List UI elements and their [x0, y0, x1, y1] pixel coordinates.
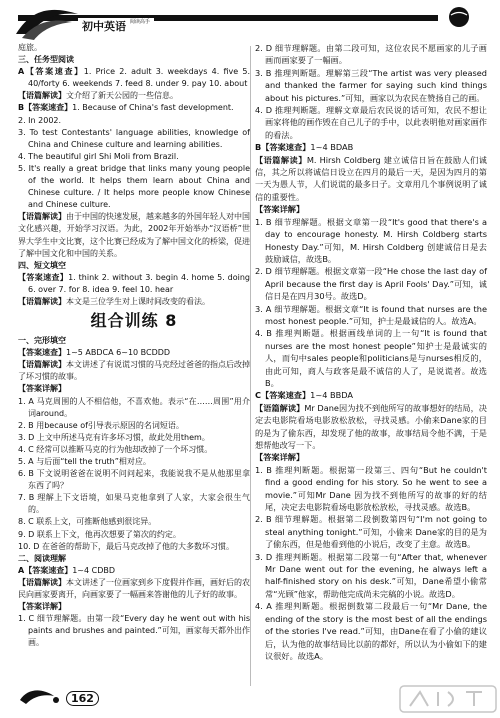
paragraph-text: 1~5 ABDCA 6~10 BCDDD	[66, 348, 171, 358]
paragraph-text: 2. In 2002.	[18, 115, 62, 125]
answer-paragraph	[18, 163, 250, 211]
paragraph-text: 1~4 BBDA	[310, 390, 354, 401]
paragraph-text: 2. B 用because of引导表示原因的名词短语。	[18, 420, 184, 430]
answer-paragraph	[255, 389, 487, 401]
answer-paragraph	[18, 272, 250, 296]
header-title: 初中英语 $^{阅读高手}$	[78, 18, 154, 34]
column-divider	[250, 46, 251, 686]
answer-tag: 【答案详解】	[255, 204, 305, 215]
watermark-stamp-icon	[398, 684, 498, 714]
answer-paragraph	[18, 396, 250, 420]
section-heading: 一、完形填空	[18, 336, 66, 346]
paragraph-text: 10. D 在爸爸的帮助下，最后马克改掉了他的大多数坏习惯。	[18, 541, 234, 551]
answer-tag: 【语篇解读】	[18, 91, 66, 101]
section-heading: 三、任务型阅读	[18, 55, 74, 65]
paragraph-text: 1. Price 2. adult 3. weekdays 4. five 5. 40/forty 6. weekends 7. feed 8. under 9. pay 10. about	[28, 67, 250, 89]
paragraph-text: 1. B 细节理解题。根据文章第一段“It's good that there's a day to encourage honesty. M. Hirsh Coldberg starts Honesty Day.”可知，M. Hirsh Coldberg 创建诚信日是去鼓励诚信，故选B。	[255, 216, 487, 264]
paragraph-text: 1. B 推理判断题。根据第一段第三、四句“But he couldn't find a good ending for his story. So he went to see a movie.”可知Mr Dane 因为找不到他所写的故事的好的结尾，决定去电影院看场电影放松放松，寻找灵感。故选B。	[255, 464, 487, 513]
page-footer	[18, 686, 138, 710]
answer-paragraph	[255, 141, 487, 153]
answer-tag: 【语篇解读】	[18, 212, 66, 222]
answer-paragraph	[255, 216, 487, 266]
answer-paragraph	[18, 577, 250, 601]
ball-icon	[448, 6, 470, 28]
paragraph-text: 1. think 2. without 3. begin 4. home 5. doing 6. over 7. for 8. idea 9. feel 10. hear	[28, 272, 250, 294]
answer-paragraph	[18, 468, 250, 492]
section-title	[18, 311, 250, 331]
answer-paragraph	[18, 529, 250, 541]
answer-paragraph	[18, 66, 250, 90]
answer-paragraph	[18, 516, 250, 528]
paragraph-text: 1~4 CDBD	[72, 565, 116, 575]
paragraph-text: 本文是三位学生对上课时间改变的看法。	[66, 296, 210, 306]
answer-paragraph	[18, 420, 250, 432]
paragraph-text: 庭旅。	[18, 43, 42, 52]
answer-paragraph	[255, 451, 487, 463]
answer-paragraph	[255, 327, 487, 389]
answer-paragraph	[18, 211, 250, 259]
answer-paragraph	[18, 151, 250, 163]
answer-paragraph	[255, 600, 487, 662]
paragraph-text: 3. A 细节理解题。根据文章“It is found that nurses are the most honest people.”可知，护士是最诚信的人。故选A。	[255, 303, 487, 326]
paragraph-text: 3. D 推理判断题。根据第二段第一句“After that, whenever Mr Dane went out for the evening, he always left a half-finished story on his desk.”可知，Dane希望小偷常常“光顾”他家，帮助他完成尚未完稿的小说。故选D。	[255, 551, 487, 599]
answer-tag: 【答案详解】	[18, 384, 66, 394]
paragraph-text: 3. B 推理判断题。理解第三段“The artist was very pleased and thanked the farmer for saying such kind things about his pictures.”可知，画家以为农民在赞扬自己的画。	[255, 67, 487, 103]
section-title-text: 组合训练 8	[90, 311, 178, 331]
answer-paragraph	[255, 402, 487, 452]
paragraph-text: 5. It's really a great bridge that links many young people of the world. It helps them learn about China and Chinese culture. / It helps more people know Chinese and Chinese culture.	[18, 163, 250, 210]
left-column	[18, 42, 250, 650]
answer-tag: 【语篇解读】	[18, 577, 66, 587]
answer-paragraph	[18, 613, 250, 649]
answer-tag: 【答案详解】	[18, 602, 66, 612]
answer-paragraph	[255, 104, 487, 141]
answer-tag: 【语篇解读】	[255, 402, 305, 413]
header-subtitle: 阅读高手	[129, 19, 150, 25]
answer-paragraph	[18, 432, 250, 444]
answer-tag: 【答案速查】	[18, 348, 66, 358]
paragraph-text: 2. D 细节理解题。根据文章第一段“He chose the last day of April because the first day is April Fools' Day.”可知，诚信日是在四月30号。故选D。	[255, 266, 487, 302]
paragraph-text: 本文讲述了一位画家到乡下度假并作画，画好后的农民向画家要离开，向画家要了一幅画来答谢他的儿子好的故事。	[18, 577, 250, 600]
answer-paragraph	[255, 551, 487, 601]
answer-paragraph	[18, 456, 250, 468]
right-column	[255, 42, 487, 662]
paragraph-text: 8. C 联系上文，可推断他感到很诧异。	[18, 517, 157, 527]
answer-tag: A【答案速查】	[18, 565, 73, 575]
answer-tag: B【答案速查】	[255, 142, 311, 153]
paragraph-text: 4. D 推理判断题。理解文章最后农民说的话可知，农民不想让画家将他的画作毁在自己儿子的手中，以此表明他对画家画作的看法。	[255, 105, 487, 140]
paragraph-text: 5. A 与后面“tell the truth”相对应。	[18, 457, 151, 466]
answer-paragraph	[255, 42, 487, 67]
paragraph-text: 4. C 经常可以推断马克的行为他却改掉了一个坏习惯。	[18, 444, 213, 454]
paragraph-text: 本文讲述了有说谎习惯的马克经过爸爸的指点后改掉了坏习惯的故事。	[18, 360, 250, 382]
answer-paragraph	[18, 347, 250, 359]
answer-tag: 【语篇解读】	[18, 296, 66, 306]
paragraph-text: 4. A 推理判断题。根据倒数第二段最后一句“Mr Dane, the ending of the story is the most best of all the endings of the stories I've read.”可知，由Dane在看了小偷的建议后，认为他的故事结局比以前的都好，所以认为小偷如下的建议很好。故选A。	[255, 601, 487, 661]
answer-paragraph	[18, 383, 250, 395]
answer-paragraph	[255, 464, 487, 514]
paragraph-text: 6. B 下文说明爸爸在说明不问问起来，我能说我不是从他那里拿东西了吗？	[18, 469, 250, 491]
answer-paragraph	[255, 203, 487, 215]
answer-paragraph	[18, 127, 250, 151]
answer-paragraph	[18, 359, 250, 383]
answer-tag: 【答案详解】	[255, 452, 305, 463]
answer-paragraph	[18, 565, 250, 577]
paragraph-text: 由于中国的快速发展，越来越多的外国年轻人对中国文化感兴趣，开始学习汉语。为此，2002年开始举办“汉语桥”世界大学生中文比赛，这个比赛已经成为了解中国文化的桥梁，促进了解中国文化和中国的关系。	[18, 212, 250, 258]
answer-tag: B【答案速查】	[18, 103, 73, 113]
swirl-logo-icon	[12, 4, 82, 42]
paragraph-text: 1. A 马克周围的人不相信他，不喜欢他。表示“在……周围”用介词around。	[18, 396, 250, 418]
page-number: 162	[66, 691, 99, 706]
answer-paragraph	[18, 296, 250, 308]
paragraph-text: 7. B 理解上下文语境，如果马克他拿到了人家，大家会很生气的。	[18, 493, 250, 515]
section-heading: 二、阅读理解	[18, 553, 66, 563]
page-header	[0, 0, 500, 48]
answer-paragraph	[18, 492, 250, 516]
answer-paragraph	[18, 115, 250, 127]
paragraph-text: 3. To test Contestants' language abilities, knowledge of China and Chinese culture and learning abilities.	[18, 127, 250, 149]
paragraph-text: 文介绍了新天公园的一些信息。	[66, 91, 178, 101]
answer-tag: A【答案速查】	[18, 67, 84, 77]
paragraph-text: 2. D 细节理解题。由第二段可知，这位农民不愿画家的儿子画画而画家要了一幅画。	[255, 43, 487, 66]
paragraph-text: 3. D 上文中所述马克有许多坏习惯，故此处用them。	[18, 432, 210, 442]
answer-paragraph	[255, 265, 487, 302]
answer-paragraph	[255, 67, 487, 104]
paragraph-text: 2. B 细节理解题。根据第二段倒数第四句“I'm not going to steal anything tonight.”可知，小偷来 Dane家的目的是为了偷东西，但是他看到他的小说后，改变了主意。故选B。	[255, 514, 487, 550]
answer-tag: C【答案速查】	[255, 390, 311, 401]
paragraph-text: 4. B 推理判断题。根据画线单词的上一句“It is found that nurses are the most honest people”知护士是最诚实的人，而句中sales people和politicians是与nurses相反的，由此可知，商人与政客是最不诚信的人了，是说谎者。故选B。	[255, 328, 487, 388]
answer-paragraph	[18, 444, 250, 456]
answer-paragraph	[18, 541, 250, 553]
answer-paragraph	[18, 90, 250, 102]
answer-paragraph	[18, 601, 250, 613]
answer-paragraph	[18, 102, 250, 114]
paragraph-text: 1~4 BDAB	[310, 142, 354, 153]
answer-tag: 【语篇解读】	[255, 154, 307, 165]
answer-tag: 【语篇解读】	[18, 360, 66, 370]
answer-paragraph	[255, 303, 487, 328]
answer-paragraph	[18, 42, 250, 54]
paragraph-text: 4. The beautiful girl Shi Moli from Brazil.	[18, 151, 179, 161]
paragraph-text: 9. D 联系上下文，他再次想要了第次的约定。	[18, 529, 181, 539]
answer-paragraph	[255, 513, 487, 550]
paragraph-text: 1. Because of China's fast development.	[72, 103, 234, 113]
paragraph-text: 1. C 细节理解题。由第一段“Every day he went out with his paints and brushes and painted.”可知，画家每天都外出作画。	[18, 614, 250, 648]
footer-ornament-icon	[18, 686, 64, 708]
paragraph-text: Mr Dane因为找不到他所写的故事想好的结局，决定去电影院看场电影放松放松，寻找灵感。小偷来Dane家的目的是为了偷东西，却发现了他的故事，故事结局令他不满，于是想帮他改写一下。	[255, 402, 487, 450]
paragraph-text: M. Hirsh Coldberg 建立诚信日旨在鼓励人们诚信，其之所以将诚信日设立在四月的最后一天，是因为四月的第一天为愚人节，人们说谎的最多日子。文章用几个事例说明了诚信的重要性。	[255, 154, 487, 202]
answer-paragraph	[255, 154, 487, 204]
answer-tag: 【答案速查】	[18, 272, 69, 282]
section-heading: 四、短文填空	[18, 260, 66, 270]
